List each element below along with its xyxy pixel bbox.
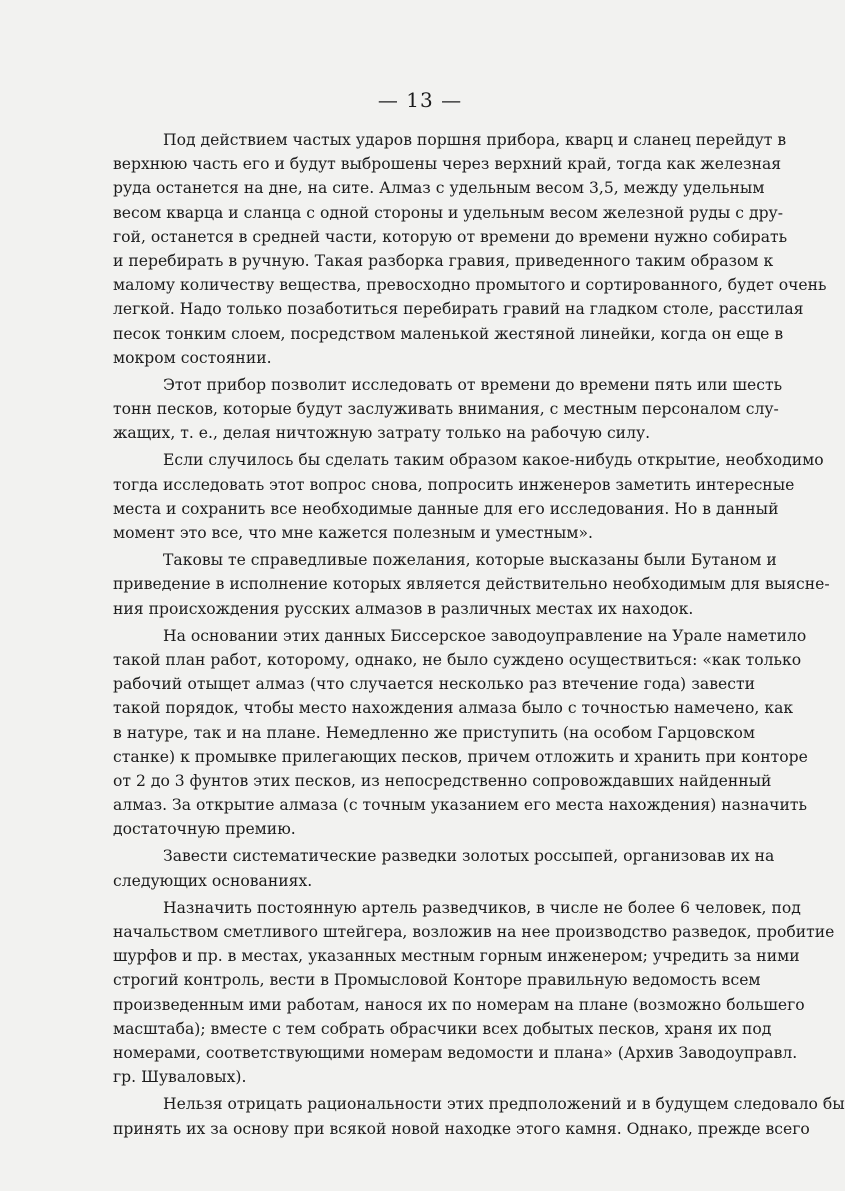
- text-line: тогда исследовать этот вопрос снова, попросить инженеров заметить интересные: [113, 475, 795, 494]
- body-text: [113, 128, 845, 1144]
- text-line: приведение в исполнение которых является действительно необходимым для выясне-: [113, 575, 830, 594]
- paragraph: [113, 844, 775, 892]
- text-line: шурфов и пр. в местах, указанных местным горным инженером; учредить за ними: [113, 947, 800, 966]
- text-line: достаточную премию.: [113, 820, 296, 839]
- text-line: малому количеству вещества, превосходно промытого и сортированного, будет очень: [113, 276, 827, 295]
- text-line: ния происхождения русских алмазов в различных местах их находок.: [113, 599, 694, 618]
- paragraph: [113, 373, 783, 446]
- text-line: и перебирать в ручную. Такая разборка гравия, приведенного таким образом к: [113, 251, 774, 270]
- text-line: номерами, соответствующими номерам ведомости и плана» (Архив Заводоуправл.: [113, 1043, 798, 1062]
- text-line: произведенным ими работам, нанося их по номерам на плане (возможно большего: [113, 995, 805, 1014]
- text-line: руда останется на дне, на сите. Алмаз с удельным весом 3,5, между удельным: [113, 179, 765, 198]
- text-line: легкой. Надо только позаботиться перебирать гравий на гладком столе, расстилая: [113, 300, 804, 319]
- text-line: На основании этих данных Биссерское заводоуправление на Урале наметило: [163, 626, 807, 645]
- text-line: места и сохранить все необходимые данные для его исследования. Но в данный: [113, 499, 779, 518]
- text-line: станке) к промывке прилегающих песков, причем отложить и хранить при конторе: [113, 747, 808, 766]
- text-line: Назначить постоянную артель разведчиков, в числе не более 6 человек, под: [163, 898, 801, 917]
- text-line: весом кварца и сланца с одной стороны и удельным весом железной руды с дру-: [113, 203, 783, 222]
- page-number: — 13 —: [377, 88, 463, 112]
- text-line: следующих основаниях.: [113, 871, 313, 890]
- text-line: в натуре, так и на плане. Немедленно же приступить (на особом Гарцовском: [113, 723, 755, 742]
- paragraph: [113, 896, 835, 1090]
- text-line: такой план работ, которому, однако, не было суждено осуществиться: «как только: [113, 650, 802, 669]
- text-line: Завести систематические разведки золотых россыпей, организовав их на: [163, 847, 775, 866]
- text-line: рабочий отыщет алмаз (что случается несколько раз втечение года) завести: [113, 675, 755, 694]
- text-line: Если случилось бы сделать таким образом какое-нибудь открытие, необходимо: [163, 451, 824, 470]
- paragraph: [113, 624, 808, 842]
- text-line: мокром состоянии.: [113, 348, 272, 367]
- text-line: песок тонким слоем, посредством маленькой жестяной линейки, когда он еще в: [113, 324, 784, 343]
- text-line: Нельзя отрицать рациональности этих предположений и в будущем следовало бы: [163, 1095, 845, 1114]
- text-line: строгий контроль, вести в Промысловой Конторе правильную ведомость всем: [113, 971, 761, 990]
- text-line: Таковы те справедливые пожелания, которые высказаны были Бутаном и: [163, 551, 777, 570]
- paragraph: [113, 128, 827, 370]
- text-line: Под действием частых ударов поршня прибора, кварц и сланец перейдут в: [163, 131, 787, 149]
- text-line: момент это все, что мне кажется полезным и уместным».: [113, 524, 593, 542]
- text-line: масштаба); вместе с тем собрать обрасчики всех добытых песков, храня их под: [113, 1019, 772, 1038]
- text-line: тонн песков, которые будут заслуживать внимания, с местным персоналом слу-: [113, 400, 779, 419]
- text-line: верхнюю часть его и будут выброшены через верхний край, тогда как железная: [113, 155, 782, 174]
- text-line: начальством сметливого штейгера, возложив на нее производство разведок, пробитие: [113, 923, 835, 941]
- text-line: Этот прибор позволит исследовать от времени до времени пять или шесть: [163, 375, 783, 394]
- text-line: такой порядок, чтобы место нахождения алмаза было с точностью намечено, как: [113, 699, 794, 718]
- text-line: гр. Шуваловых).: [113, 1068, 247, 1087]
- paragraph: [113, 1092, 845, 1140]
- text-line: гой, останется в средней части, которую от времени до времени нужно собирать: [113, 227, 788, 246]
- text-line: жащих, т. е., делая ничтожную затрату только на рабочую силу.: [113, 424, 651, 443]
- text-line: от 2 до 3 фунтов этих песков, из непосредственно сопровождавших найденный: [113, 771, 772, 790]
- text-line: принять их за основу при всякой новой находке этого камня. Однако, прежде всего: [113, 1119, 810, 1138]
- paragraph: [113, 448, 824, 545]
- paragraph: [113, 548, 830, 621]
- text-line: алмаз. За открытие алмаза (с точным указанием его места нахождения) назначить: [113, 796, 808, 815]
